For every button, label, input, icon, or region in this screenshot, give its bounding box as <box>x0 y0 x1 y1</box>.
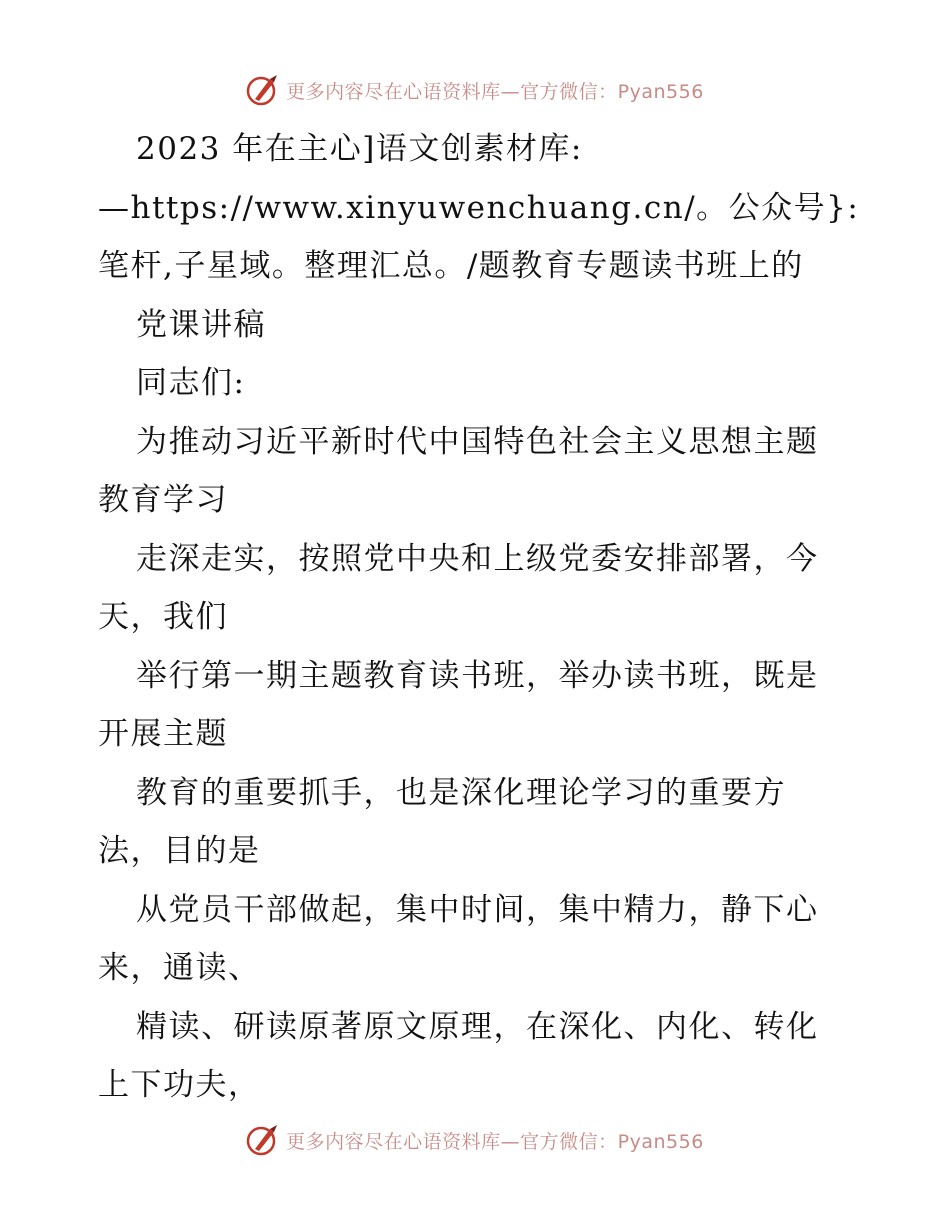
text-line: 法，目的是 <box>98 833 261 869</box>
text-line: 举行第一期主题教育读书班，举办读书班，既是 <box>136 657 819 694</box>
text-line: 开展主题 <box>98 716 228 752</box>
text-line: 走深走实，按照党中央和上级党委安排部署，今 <box>136 540 819 577</box>
quill-logo-icon <box>246 1123 280 1157</box>
text-line: 天，我们 <box>98 599 228 635</box>
text-line: 2023 年在主心]语文创素材库: <box>136 131 583 167</box>
text-line: 来，通读、 <box>98 950 261 986</box>
text-line: 从党员干部做起，集中时间，集中精力，静下心 <box>136 891 819 928</box>
text-line: 教育学习 <box>98 482 228 518</box>
text-line: 精读、研读原著原文原理，在深化、内化、转化 <box>136 1008 819 1045</box>
text-line: 党课讲稿 <box>136 306 266 343</box>
quill-logo-icon <box>246 73 280 107</box>
footer-watermark <box>0 1120 950 1160</box>
text-line: 教育的重要抓手，也是深化理论学习的重要方 <box>136 774 786 811</box>
text-line: —https://www.xinyuwenchuang.cn/。公众号}: <box>98 189 860 226</box>
watermark-text: 更多内容尽在心语资料库—官方微信：Pyan556 <box>286 80 704 103</box>
document-body <box>98 120 858 1115</box>
watermark-text: 更多内容尽在心语资料库—官方微信：Pyan556 <box>286 1130 704 1153</box>
text-line: 笔杆,子星域。整理汇总。/题教育专题读书班上的 <box>98 248 804 284</box>
text-line: 同志们: <box>136 365 246 401</box>
text-line: 上下功夫， <box>98 1067 261 1103</box>
header-watermark <box>0 70 950 110</box>
text-line: 为推动习近平新时代中国特色社会主义思想主题 <box>136 423 819 460</box>
